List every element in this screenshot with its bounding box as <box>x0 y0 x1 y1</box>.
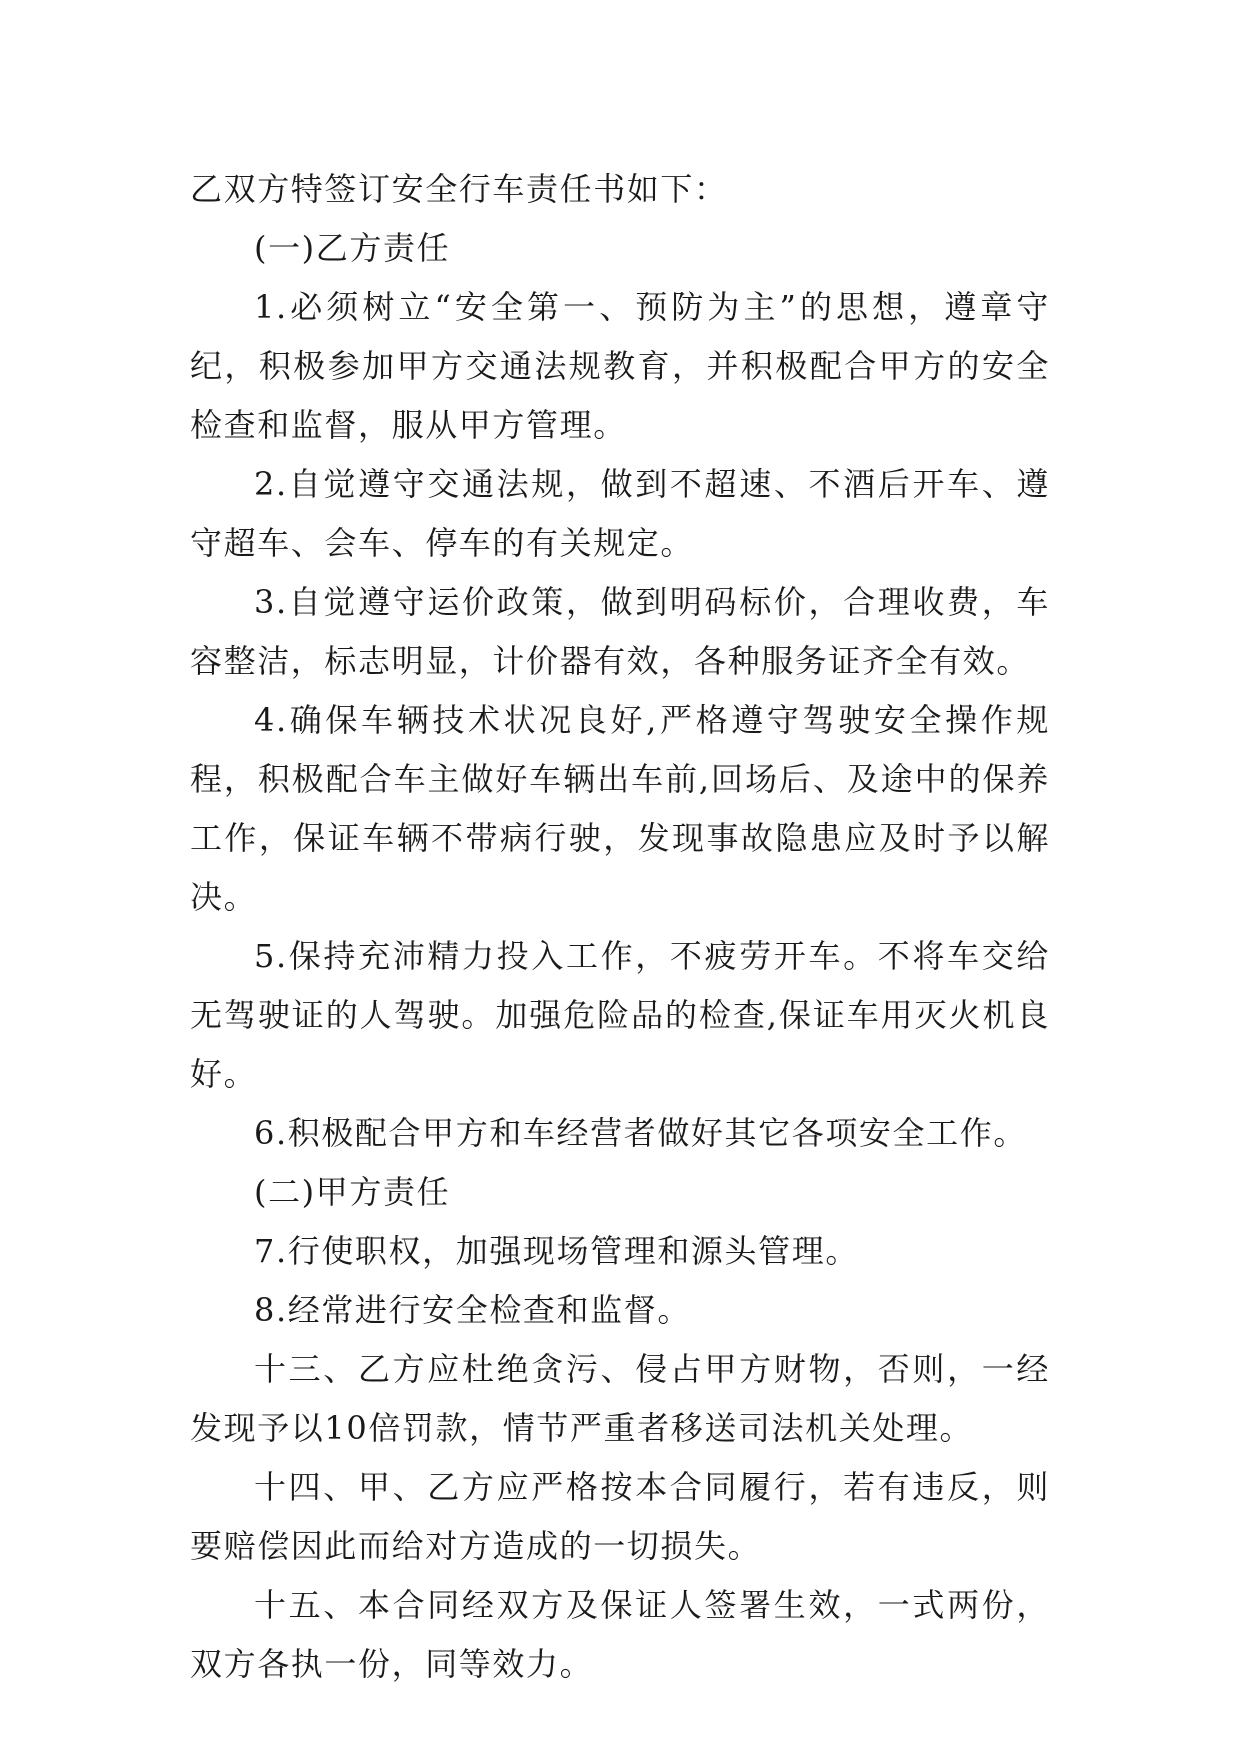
document-body <box>190 160 1050 1694</box>
clause-7: 7.行使职权，加强现场管理和源头管理。 <box>254 1232 859 1270</box>
clause-4: 4.确保车辆技术状况良好,严格遵守驾驶安全操作规程，积极配合车主做好车辆出车前,回场后、及途中的保养工作，保证车辆不带病行驶，发现事故隐患应及时予以解决。 <box>190 701 1050 916</box>
section-heading-party-a: (二)甲方责任 <box>254 1173 451 1211</box>
paragraph-intro: 乙双方特签订安全行车责任书如下： <box>190 170 728 208</box>
clause-2: 2.自觉遵守交通法规，做到不超速、不酒后开车、遵守超车、会车、停车的有关规定。 <box>190 465 1050 562</box>
clause-1: 1.必须树立“安全第一、预防为主”的思想，遵章守纪，积极参加甲方交通法规教育，并积极配合甲方的安全检查和监督，服从甲方管理。 <box>190 288 1050 444</box>
clause-3: 3.自觉遵守运价政策，做到明码标价，合理收费，车容整洁，标志明显，计价器有效，各种服务证齐全有效。 <box>190 583 1050 680</box>
clause-5: 5.保持充沛精力投入工作，不疲劳开车。不将车交给无驾驶证的人驾驶。加强危险品的检查,保证车用灭火机良好。 <box>190 937 1050 1093</box>
article-13: 十三、乙方应杜绝贪污、侵占甲方财物，否则，一经发现予以10倍罚款，情节严重者移送司法机关处理。 <box>190 1350 1050 1447</box>
article-14: 十四、甲、乙方应严格按本合同履行，若有违反，则要赔偿因此而给对方造成的一切损失。 <box>190 1468 1050 1565</box>
section-heading-party-b: (一)乙方责任 <box>254 229 451 267</box>
article-15: 十五、本合同经双方及保证人签署生效，一式两份，双方各执一份，同等效力。 <box>190 1586 1050 1683</box>
clause-8: 8.经常进行安全检查和监督。 <box>254 1291 691 1329</box>
clause-6: 6.积极配合甲方和车经营者做好其它各项安全工作。 <box>254 1114 1027 1152</box>
